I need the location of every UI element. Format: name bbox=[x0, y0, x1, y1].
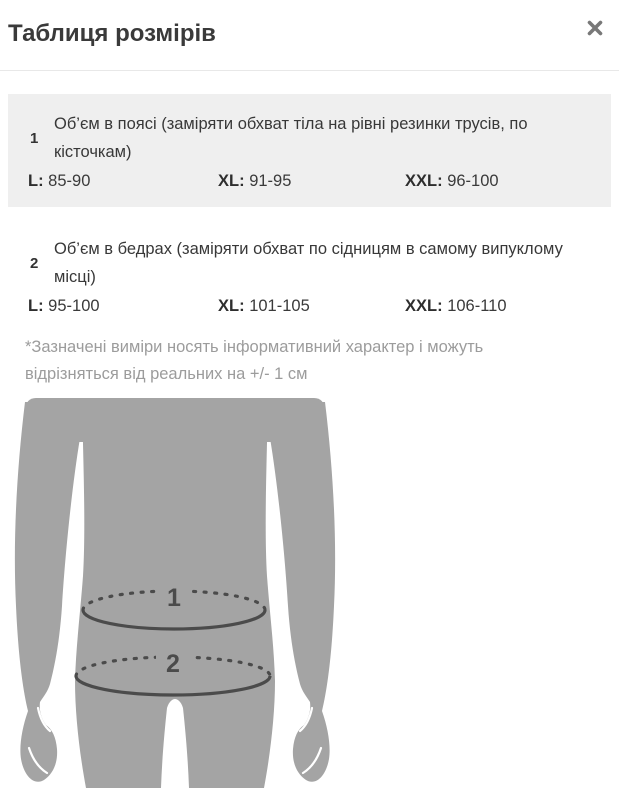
table-row-waist bbox=[8, 94, 611, 207]
size-range: 85-90 bbox=[48, 172, 91, 190]
size-range: 95-100 bbox=[48, 297, 100, 315]
row-description-block bbox=[20, 110, 599, 166]
close-icon bbox=[586, 19, 604, 37]
row-description: Об’єм в бедрах (заміряти обхват по сідницям в самому випуклому місці) bbox=[54, 240, 563, 286]
size-range: 96-100 bbox=[447, 172, 499, 190]
size-value-xl bbox=[218, 297, 405, 316]
row-sizes bbox=[20, 172, 599, 191]
size-value-xl bbox=[218, 172, 405, 191]
size-label: XXL: bbox=[405, 297, 443, 315]
modal-header bbox=[0, 0, 619, 71]
size-label: XL: bbox=[218, 172, 245, 190]
body-measurement-figure bbox=[10, 396, 340, 788]
disclaimer-note: *Зазначені виміри носять інформативний характер і можуть відрізняться від реальних на +/- 1 см bbox=[25, 338, 484, 383]
size-value-xxl bbox=[405, 297, 599, 316]
right-arm-shape bbox=[270, 402, 335, 782]
size-range: 101-105 bbox=[249, 297, 310, 315]
size-range: 91-95 bbox=[249, 172, 292, 190]
size-value-l bbox=[28, 172, 218, 191]
measure-label-2: 2 bbox=[166, 650, 180, 678]
size-label: L: bbox=[28, 172, 44, 190]
size-label: XXL: bbox=[405, 172, 443, 190]
left-arm-shape bbox=[15, 402, 80, 782]
table-row-hips bbox=[8, 219, 611, 330]
measure-label-1: 1 bbox=[167, 584, 181, 612]
row-sizes bbox=[20, 297, 599, 316]
page-title: Таблиця розмірів bbox=[8, 20, 216, 47]
size-range: 106-110 bbox=[447, 297, 507, 315]
hand-detail-lines bbox=[29, 708, 321, 773]
close-button[interactable] bbox=[581, 14, 609, 42]
row-description: Об’єм в поясі (заміряти обхват тіла на рівні резинки трусів, по кісточкам) bbox=[54, 115, 528, 161]
size-value-xxl bbox=[405, 172, 599, 191]
row-description-block bbox=[20, 235, 599, 291]
row-number: 2 bbox=[30, 254, 39, 272]
row-number: 1 bbox=[30, 129, 39, 147]
size-label: L: bbox=[28, 297, 44, 315]
male-body-silhouette bbox=[10, 396, 340, 788]
size-value-l bbox=[28, 297, 218, 316]
size-label: XL: bbox=[218, 297, 245, 315]
